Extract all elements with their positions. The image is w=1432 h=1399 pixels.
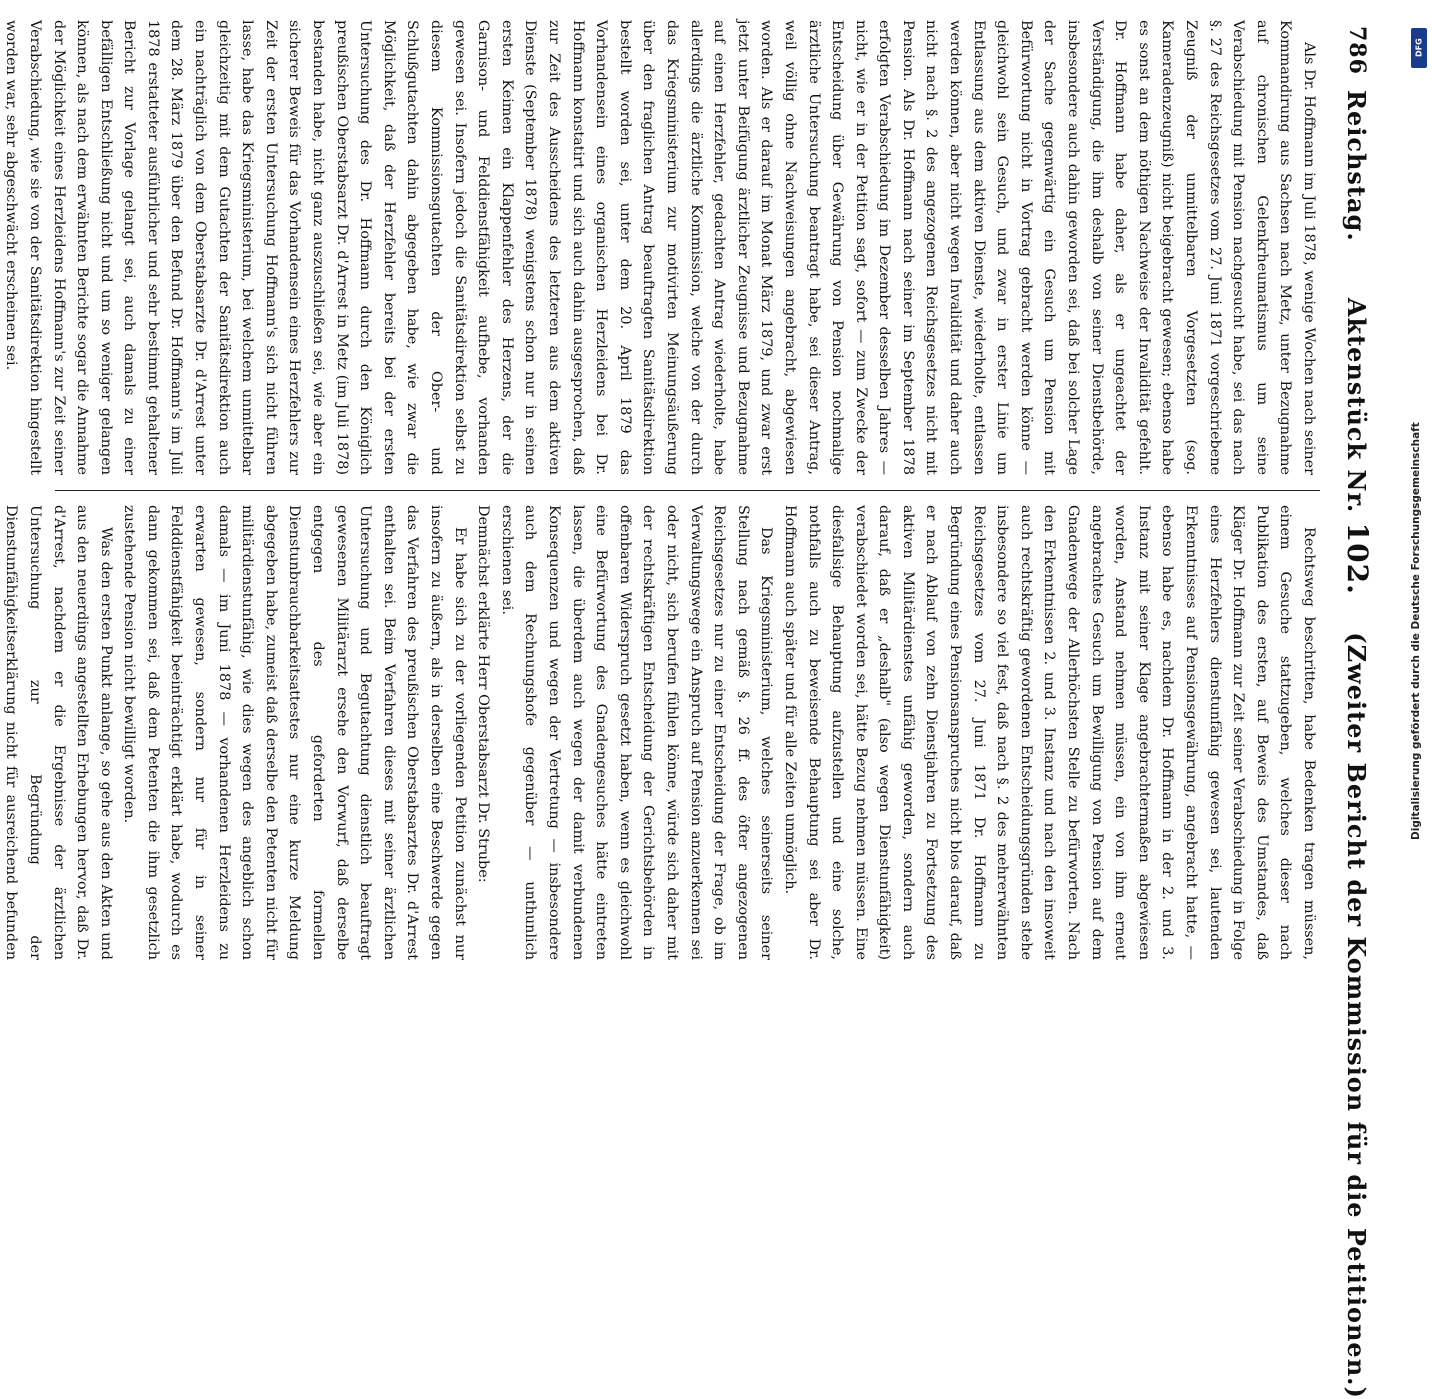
dfg-logo: DFG — [1411, 28, 1427, 68]
document-page — [0, 20, 1400, 1399]
publication-name: Reichstag. — [1342, 90, 1371, 242]
column-divider — [55, 490, 1320, 491]
page-header — [1330, 20, 1400, 1399]
paragraph: Als Dr. Hoffmann im Juli 1878, wenige Wochen nach seiner Kommandirung aus Sachsen nach Metz, unter Bezugnahme auf chronischen Gelenkrheumatismus um seine Verabschiedung mit Pension nachgesucht habe, sei das nach §. 27 des Reichsgesetzes vom 27. Juni 1871 vorgeschriebene Zeugniß der unmittelbaren Vorgesetzten (sog. Kameradenzeugniß) nicht beigebracht gewesen; ebenso habe es sonst an dem nöthigen Nachweise der Invalidität gefehlt. Dr. Hoffmann habe daher, als er ungeachtet der Verständigung, die ihm deshalb von seiner Dienstbehörde, insbesondere auch dahin geworden sei, daß bei solcher Lage der Sache gegenwärtig ein Gesuch um Pension mit Befürwortung nicht in Vortrag gebracht werden könne — gleichwohl sein Gesuch, und zwar in erster Linie um Entlassung aus dem aktiven Dienste, wiederholte, entlassen werden können, aber nicht wegen Invalidität und daher auch nicht nach §. 2 des angezogenen Reichsgesetzes nicht mit Pension. Als Dr. Hoffmann nach seiner im September 1878 erfolgten Verabschiedung im Dezember desselben Jahres — nicht, wie er in der Petition sagt, sofort — zum Zwecke der Entscheidung über Gewährung von Pension nochmalige ärztliche Untersuchung beantragt habe, sei dieser Antrag, weil völlig ohne Nachweisungen angebracht, abgewiesen worden. Als er darauf im Monat März 1879, und zwar erst jetzt unter Beifügung ärztlicher Zeugnisse und Bezugnahme auf einen Herzfehler, gedachten Antrag wiederholte, habe allerdings die ärztliche Kommission, welche von der durch das Kriegsministerium zur motivirten Meinungsäußerung über den fraglichen Antrag beauftragten Sanitätsdirektion bestellt worden sei, unter dem 20. April 1879 das Vorhandensein eines organischen Herzleidens bei Dr. Hoffmann konstatirt und sich auch dahin ausgesprochen, daß zur Zeit des Ausscheidens des letzteren aus dem aktiven Dienste (September 1878) wenigstens schon nur in seinen ersten Keimen ein Klappenfehler des Herzens, der die Garnison- und Felddienstfähigkeit aufhebe, vorhanden gewesen sei. Insofern jedoch die Sanitätsdirektion selbst zu diesem Kommissionsgutachten der Ober- und Schlußgutachten dahin abgegeben habe, wie zwar die Möglichkeit, daß der Herzfehler bereits bei der ersten Untersuchung des Dr. Hoffmann durch den Königlich preußischen Oberstabsarzt Dr. d'Arrest in Metz (im Juli 1878) bestanden habe, nicht ganz auszuschließen sei, wie aber ein sicherer Beweis für das Vorhandensein eines Herzfehlers zur Zeit der ersten Untersuchung Hoffmann's sich nicht führen lasse, habe das Kriegsministerium, bei welchem unmittelbar gleichzeitig mit dem Gutachten der Sanitätsdirektion auch ein nachträglich von dem Oberstabsarzte Dr. d'Arrest unter dem 28. März 1879 über den Befund Dr. Hoffmann's im Juli 1878 erstatteter ausführlicher und sehr bestimmt gehaltener Bericht zur Vorlage gelangt sei, auch damals zu einer befälligen Entschließung nicht und um so weniger gelangen können, als nach dem erwähnten Berichte sogar die Annahme der Möglichkeit eines Herzleidens Hoffmann's zur Zeit seiner Verabschiedung, wie sie von der Sanitätsdirektion hingestellt worden war, sehr abgeschwächt erscheinen sei. — [3, 20, 1317, 475]
digitization-note: Digitalisierung gefördert durch die Deutsche Forschungsgemeinschaft — [1410, 422, 1422, 840]
document-label: Aktenstück Nr. — [1342, 297, 1371, 514]
left-column — [3, 20, 1320, 475]
paragraph-heading: Demnächst erklärte Herr Oberstabsarzt Dr. Strube: — [475, 505, 492, 883]
paragraph: Das Kriegsministerium, welches seinerseits seiner Stellung nach gemäß §. 26 ff. des öfter angezogenen Reichsgesetzes nur zu einer Entscheidung der Frage, ob im Verwaltungswege ein Anspruch auf Pension anzuerkennen sei oder nicht, sich berufen fühlen könne, würde sich daher mit der rechtskräftigen Entscheidung der Gerichtsbehörden in offenbaren Widerspruch gesetzt haben, wenn es gleichwohl eine Befürwortung des Gnadengesuches hätte eintreten lassen, die überdem auch wegen der damit verbundenen Konsequenzen und wegen der Vertretung — insbesondere auch dem Rechnungshofe gegenüber — unthunlich erschienen sei. — [498, 505, 775, 960]
document-subtitle: (Zweiter Bericht der Kommission für die Petitionen.) — [1342, 632, 1371, 1399]
right-column — [3, 505, 1320, 960]
paragraph: Er habe sich zu der vorliegenden Petition zunächst nur insofern zu äußern, als in derselben eine Beschwerde gegen das Verfahren des preußischen Oberstabsarztes Dr. d'Arrest enthalten sei. Beim Verfahren dieses mit seiner ärztlichen Untersuchung und Begutachtung dienstlich beauftragt gewesenen Militärarzt ersehe den Vorwurf, daß derselbe entgegen des geforderten formellen Dienstunbrauchbarkeitsattestes nur eine kurze Meldung abgegeben habe, zumeist daß derselbe den Petenten nicht für militärdienstunfähig, wie dies wegen des angeblich schon damals — im Juni 1878 — vorhandenen Herzleidens zu erwarten gewesen, sondern nur für in seiner Felddienstfähigkeit beeinträchtigt erklärt habe, wodurch es dann gekommen sei, daß dem Petenten die ihm gesetzlich zustehende Pension nicht bewilligt worden. — [121, 505, 468, 960]
paragraph: Was den ersten Punkt anlange, so gehe aus den Akten und aus den neuerdings angestellten Erhebungen hervor, daß Dr. d'Arrest, nachdem er die Ergebnisse der ärztlichen Untersuchung zur Begründung der Dienstunfähigkeitserklärung nicht für ausreichend befunden — [3, 505, 114, 960]
paragraph: Rechtsweg beschritten, habe Bedenken tragen müssen, einem Gesuche stattzugeben, welches dieser nach Publikation des ersten, auf Beweis des Umstandes, daß Kläger Dr. Hoffmann zur Zeit seiner Verabschiedung in Folge eines Herzfehlers dienstunfähig gewesen sei, lautenden Erkenntnisses auf Pensionsgewährung, angebracht hatte, — ebenso habe es, nachdem Dr. Hoffmann in der 2. und 3. Instanz mit seiner Klage angebrachtermaßen abgewiesen worden, Anstand nehmen müssen, ein von ihm erneut angebrachtes Gesuch um Bewilligung von Pension auf dem Gnadenwege der Allerhöchsten Stelle zu befürworten. Nach den Erkenntnissen 2. und 3. Instanz und nach den insoweit auch rechtskräftig gewordenen Entscheidungsgründen stehe insbesondere so viel fest, daß nach §. 2 des mehrerwähnten Reichsgesetzes vom 27. Juni 1871 Dr. Hoffmann zu Begründung eines Pensionsanspruches nicht blos darauf, daß er nach Ablauf von zehn Dienstjahren zu Fortsetzung des aktiven Militärdienstes unfähig geworden, sondern auch darauf, daß er „deshalb" (also wegen Dienstunfähigkeit) verabschiedet worden sei, hätte Bezug nehmen müssen. Eine diesfallsige Behauptung aufzustellen und eine solche, nothfalls auch zu beweisende Behauptung sei aber Dr. Hoffmann auch später und für alle Zeiten unmöglich. — [781, 505, 1317, 960]
page-title — [1341, 90, 1374, 1399]
document-number: 102. — [1341, 522, 1374, 595]
digitization-sidebar — [1410, 20, 1428, 980]
page-number: 786 — [1344, 26, 1370, 75]
